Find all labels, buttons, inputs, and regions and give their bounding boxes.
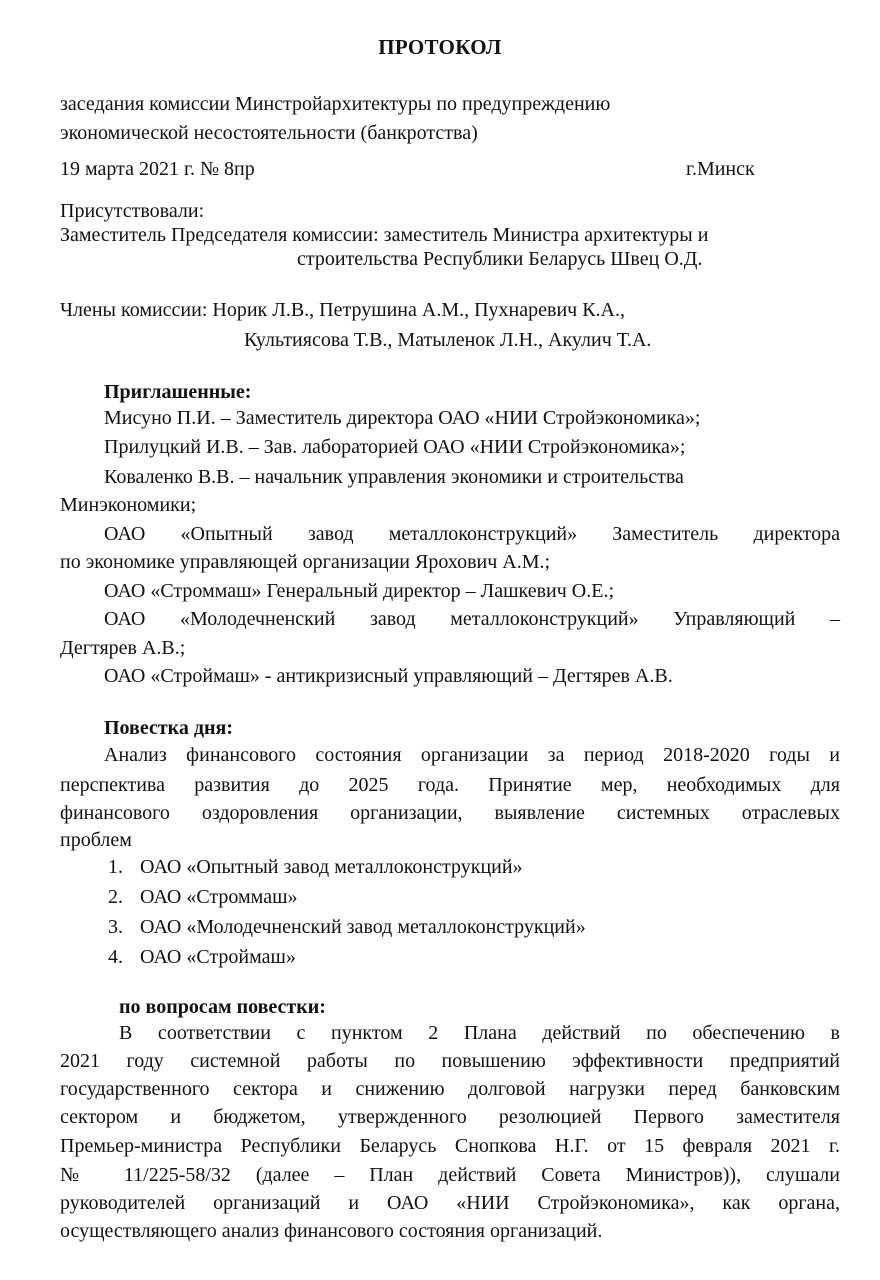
agenda-text: Анализ финансового состояния организации за период 2018-2020 годы и bbox=[104, 744, 840, 766]
document-title: ПРОТОКОЛ bbox=[378, 35, 502, 59]
invited-item: ОАО «Молодечненский завод металлоконструкций» Управляющий – bbox=[104, 608, 840, 630]
agenda-list-item: 3. ОАО «Молодечненский завод металлоконструкций» bbox=[108, 916, 586, 938]
present-label: Присутствовали: bbox=[60, 200, 205, 222]
agenda-list-item: 2. ОАО «Строммаш» bbox=[108, 886, 298, 908]
body-paragraph-line: Премьер-министра Республики Беларусь Снопкова Н.Г. от 15 февраля 2021 г. bbox=[60, 1135, 840, 1157]
deputy-chair-line: Заместитель Председателя комиссии: заместитель Министра архитектуры и bbox=[60, 224, 709, 246]
members-line: Члены комиссии: Норик Л.В., Петрушина А.М., Пухнаревич К.А., bbox=[60, 299, 625, 321]
agenda-text: проблем bbox=[60, 829, 132, 851]
agenda-list-item: 4. ОАО «Строймаш» bbox=[108, 946, 296, 968]
subtitle-line: заседания комиссии Минстройархитектуры по предупреждению bbox=[60, 93, 611, 115]
invited-item-cont: Минэкономики; bbox=[60, 494, 197, 516]
invited-item-cont: по экономике управляющей организации Ярохович А.М.; bbox=[60, 551, 551, 573]
agenda-list-item: 1. ОАО «Опытный завод металлоконструкций» bbox=[108, 856, 523, 878]
body-paragraph-line: 2021 году системной работы по повышению эффективности предприятий bbox=[60, 1050, 840, 1072]
agenda-heading: Повестка дня: bbox=[104, 717, 234, 739]
body-paragraph-line: № 11/225-58/32 (далее – План действий Совета Министров)), слушали bbox=[60, 1164, 840, 1186]
invited-item-cont: Дегтярев А.В.; bbox=[60, 637, 186, 659]
invited-item: Коваленко В.В. – начальник управления экономики и строительства bbox=[104, 466, 684, 488]
questions-heading: по вопросам повестки: bbox=[119, 996, 326, 1018]
members-line-cont: Культиясова Т.В., Матыленок Л.Н., Акулич Т.А. bbox=[244, 329, 652, 351]
invited-item: ОАО «Строймаш» - антикризисный управляющий – Дегтярев А.В. bbox=[104, 665, 673, 687]
deputy-chair-line-cont: строительства Республики Беларусь Швец О.Д. bbox=[297, 248, 703, 270]
document-subtitle bbox=[60, 90, 610, 148]
agenda-text: перспектива развития до 2025 года. Принятие мер, необходимых для bbox=[60, 774, 840, 796]
invited-item: Прилуцкий И.В. – Зав. лабораторией ОАО «НИИ Стройэкономика»; bbox=[104, 436, 686, 458]
agenda-list bbox=[108, 853, 586, 973]
body-paragraph-line: государственного сектора и снижению долговой нагрузки перед банковским bbox=[60, 1078, 840, 1100]
body-paragraph-line: руководителей организаций и ОАО «НИИ Стройэкономика», как органа, bbox=[60, 1192, 840, 1214]
invited-item: ОАО «Опытный завод металлоконструкций» Заместитель директора bbox=[104, 523, 840, 545]
invited-heading: Приглашенные: bbox=[104, 381, 252, 403]
invited-item: ОАО «Строммаш» Генеральный директор – Лашкевич О.Е.; bbox=[104, 580, 615, 602]
body-paragraph-line: В соответствии с пунктом 2 Плана действий по обеспечению в bbox=[119, 1022, 840, 1044]
agenda-text: финансового оздоровления организации, выявление системных отраслевых bbox=[60, 802, 840, 824]
subtitle-line: экономической несостоятельности (банкротства) bbox=[60, 122, 478, 144]
invited-item: Мисуно П.И. – Заместитель директора ОАО «НИИ Стройэкономика»; bbox=[104, 407, 701, 429]
document-date-number: 19 марта 2021 г. № 8пр bbox=[60, 158, 255, 180]
body-paragraph-line: сектором и бюджетом, утвержденного резолюцией Первого заместителя bbox=[60, 1106, 840, 1128]
document-city: г.Минск bbox=[686, 158, 755, 180]
body-paragraph-line: осуществляющего анализ финансового состояния организаций. bbox=[60, 1220, 603, 1242]
